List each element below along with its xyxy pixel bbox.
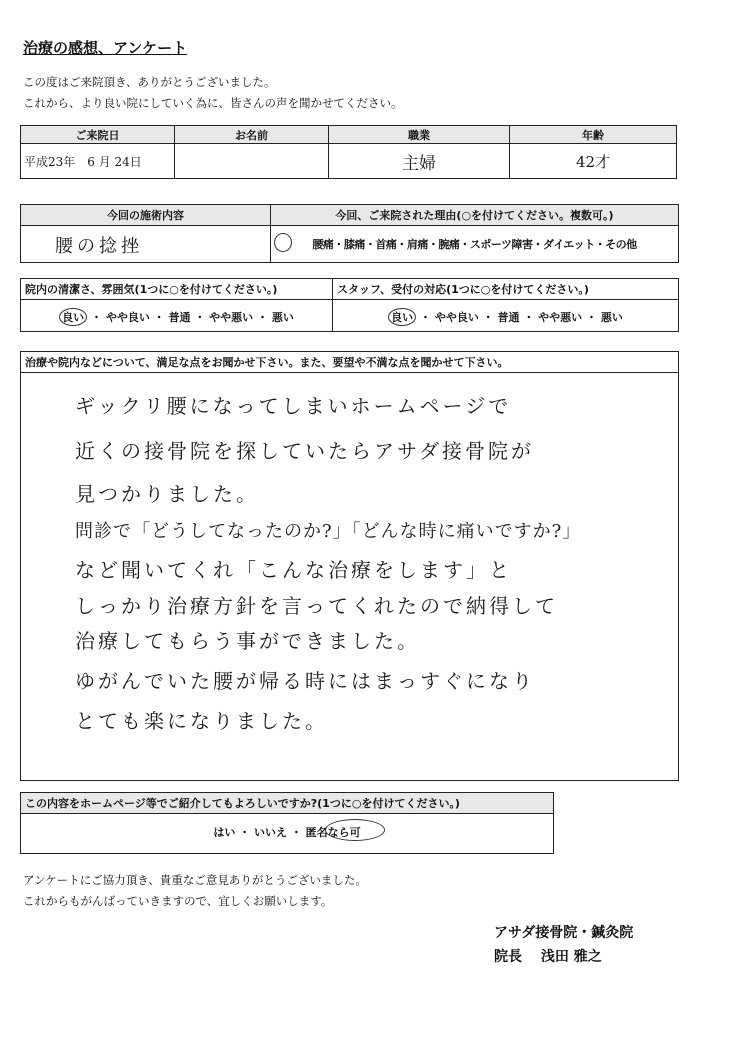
comment-line-4: 問診で「どうしてなったのか?」「どんな時に痛いですか?」 (75, 521, 582, 542)
age-value: 42才 (510, 144, 677, 179)
treatment-reason-box (20, 204, 679, 263)
reason-header: 今回、ご来院された理由(○を付けてください。複数可。) (271, 205, 678, 226)
cleanliness-option-average: 普通 (168, 311, 191, 324)
intro-line-1: この度はご来院頂き、ありがとうございました。 (23, 75, 276, 89)
header-age: 年齢 (510, 126, 677, 144)
comment-line-3: 見つかりました。 (75, 482, 259, 506)
comment-line-7: 治療してもらう事ができました。 (75, 629, 420, 653)
homepage-header: この内容をホームページ等でご紹介してもよろしいですか?(1つに○を付けてください。) (21, 793, 553, 814)
staff-option-fairly-bad: やや悪い (538, 311, 583, 324)
cleanliness-options: 良い ・ やや良い ・ 普通 ・ やや悪い ・ 悪い (21, 300, 332, 326)
director-name: 浅田 雅之 (540, 949, 602, 965)
reason-options: 腰痛・膝痛・首痛・肩痛・腕痛・スポーツ障害・ダイエット・その他 (312, 238, 637, 251)
occupation-value: 主婦 (329, 144, 510, 179)
info-table (20, 125, 677, 179)
cleanliness-option-good: 良い (59, 308, 87, 326)
cleanliness-header: 院内の清潔さ、雰囲気(1つに○を付けてください。) (21, 279, 332, 300)
header-occupation: 職業 (329, 126, 510, 144)
comments-header: 治療や院内などについて、満足な点をお聞かせ下さい。また、要望や不満な点を聞かせて下さい。 (21, 352, 678, 373)
reason-circle-mark (274, 233, 292, 252)
intro-line-2: これから、より良い院にしていく為に、皆さんの声を聞かせてください。 (23, 96, 403, 110)
comment-line-2: 近くの接骨院を探していたらアサダ接骨院が (75, 439, 534, 463)
homepage-circle-mark (325, 819, 385, 841)
homepage-options: はい ・ いいえ ・ 匿名なら可 (213, 826, 361, 839)
cleanliness-option-bad: 悪い (271, 311, 294, 324)
staff-header: スタッフ、受付の対応(1つに○を付けてください。) (333, 279, 678, 300)
comment-line-6: しっかり治療方針を言ってくれたので納得して (75, 594, 558, 618)
visit-date-value: 平成23年 6 月 24日 (21, 144, 175, 179)
comment-line-1: ギックリ腰になってしまいホームページで (75, 394, 512, 418)
staff-options: 良い ・ やや良い ・ 普通 ・ やや悪い ・ 悪い (333, 300, 678, 326)
footer-line-2: これからもがんばっていきますので、宜しくお願いします。 (23, 894, 333, 908)
name-value (175, 144, 329, 179)
clinic-name: アサダ接骨院・鍼灸院 (494, 925, 634, 941)
header-name: お名前 (175, 126, 329, 144)
clinic-director (494, 946, 602, 966)
rating-box (20, 278, 679, 332)
staff-option-average: 普通 (497, 311, 520, 324)
header-visit-date: ご来院日 (21, 126, 175, 144)
footer-line-1: アンケートにご協力頂き、貴重なご意見ありがとうございました。 (23, 873, 367, 887)
treatment-value: 腰の捻挫 (55, 236, 143, 257)
cleanliness-option-fairly-bad: やや悪い (209, 311, 254, 324)
staff-option-fairly-good: やや良い (434, 311, 479, 324)
page-title: 治療の感想、アンケート (23, 39, 188, 57)
comment-line-8: ゆがんでいた腰が帰る時にはまっすぐになり (75, 669, 535, 693)
treatment-header: 今回の施術内容 (21, 205, 270, 226)
homepage-box (20, 792, 554, 854)
comment-line-5: など聞いてくれ「こんな治療をします」と (75, 558, 512, 582)
cleanliness-option-fairly-good: やや良い (105, 311, 150, 324)
staff-option-good: 良い (388, 308, 416, 326)
comment-line-9: とても楽になりました。 (75, 709, 328, 733)
staff-option-bad: 悪い (600, 311, 623, 324)
director-label: 院長 (494, 949, 522, 965)
